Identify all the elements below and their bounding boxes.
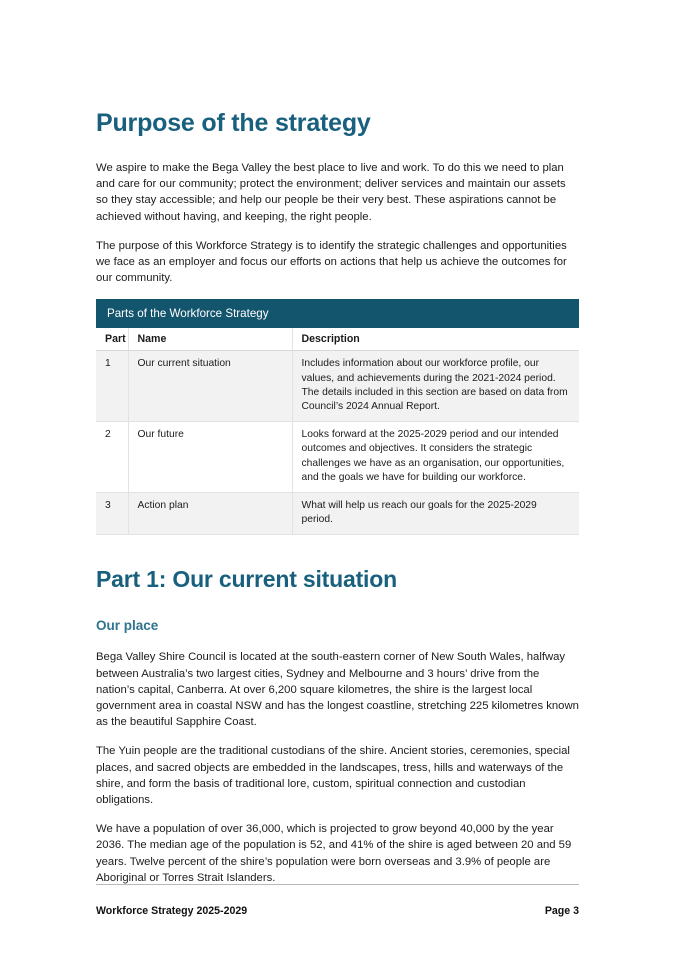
table-caption: Parts of the Workforce Strategy [96, 299, 579, 328]
table-row [96, 351, 579, 422]
footer-page-number: Page 3 [544, 905, 579, 917]
our-place-paragraph-2: The Yuin people are the traditional custodians of the shire. Ancient stories, ceremonies, special places, and sacred objects are embedded in the landscapes, tress, hills and waterways of the shire, and form the basis of traditional lore, custom, spiritual connection and custodian obligations. [96, 745, 570, 807]
cell-name: Our future [128, 422, 292, 493]
part-heading: Part 1: Our current situation [96, 566, 397, 593]
page-content [96, 108, 579, 899]
footer-document-title: Workforce Strategy 2025-2029 [96, 905, 248, 917]
our-place-paragraph-3: We have a population of over 36,000, which is projected to grow beyond 40,000 by the year 2036. The median age of the population is 52, and 41% of the shire is aged between 20 and 59 years. Twelve percent of the shire’s population were born overseas and 3.9% of people are Aboriginal or Torres Strait Islanders. [96, 823, 572, 884]
cell-name: Action plan [128, 493, 292, 535]
intro-paragraph-2: The purpose of this Workforce Strategy is to identify the strategic challenges and opportunities we face as an employer and focus our efforts on actions that help us achieve the outcomes for our community. [96, 239, 567, 285]
our-place-paragraph-1: Bega Valley Shire Council is located at the south-eastern corner of New South Wales, halfway between Australia’s two largest cities, Sydney and Melbourne and 3 hours’ drive from the nation’s capital, Canberra. At over 6,200 square kilometres, the shire is the largest local government area in coastal NSW and has the longest coastline, stretching 225 kilometres known as the beautiful Sapphire Coast. [96, 651, 579, 729]
footer-row [96, 905, 579, 917]
column-header-description: Description [292, 328, 579, 351]
page-title: Purpose of the strategy [96, 109, 371, 137]
cell-part: 3 [96, 493, 128, 535]
cell-part: 1 [96, 351, 128, 422]
cell-description: Looks forward at the 2025-2029 period and our intended outcomes and objectives. It considers the strategic challenges we have as an organisation, our opportunities, and the goals we have for building our workforce. [292, 422, 579, 493]
cell-description: Includes information about our workforce profile, our values, and achievements during the 2021-2024 period. The details included in this section are based on data from Council’s 2024 Annual Report. [292, 351, 579, 422]
column-header-part: Part [96, 328, 128, 351]
table-header-row [96, 328, 579, 351]
workforce-strategy-parts-table [96, 299, 579, 535]
table-row [96, 422, 579, 493]
page-footer [96, 884, 579, 917]
section-subheading: Our place [96, 618, 159, 634]
table-row [96, 493, 579, 535]
intro-paragraph-1: We aspire to make the Bega Valley the best place to live and work. To do this we need to plan and care for our community; protect the environment; deliver services and maintain our assets so they stay accessible; and help our people be their very best. These aspirations cannot be achieved without having, and keeping, the right people. [96, 162, 566, 223]
cell-name: Our current situation [128, 351, 292, 422]
cell-description: What will help us reach our goals for the 2025-2029 period. [292, 493, 579, 535]
footer-divider [96, 884, 579, 885]
column-header-name: Name [128, 328, 292, 351]
cell-part: 2 [96, 422, 128, 493]
